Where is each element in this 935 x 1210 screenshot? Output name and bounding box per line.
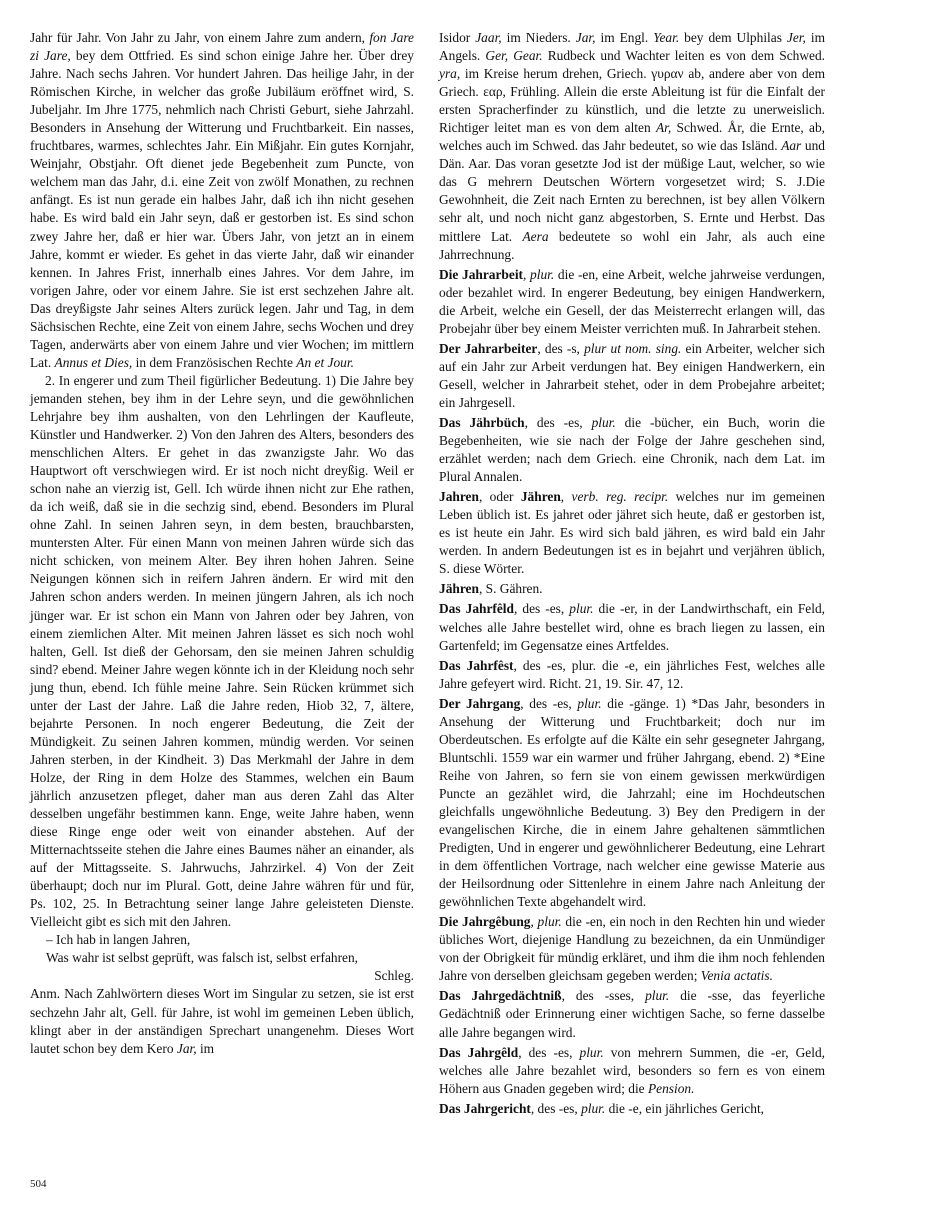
text-run: bey dem Ulphilas — [679, 30, 787, 45]
headword: Jähren — [439, 581, 479, 597]
text-run: , des -s, — [537, 340, 585, 356]
text-run: die -e, ein jährliches Gericht, — [605, 1100, 765, 1116]
text-run: bey dem Ottfried. Es sind schon einige Jahre her. Über drey Jahre. Nach sechs Jahren. Vor hundert Jahren. Das heilige Jahr, in der Römischen Kirche, in welcher das große Jubiläum eröffnet wird, S. Jubeljahr. Im Jhre 1775, nehmlich nach Christi Geburt, siehe Jahrzahl. Besonders in Ansehung der Witterung und Fruchtbarkeit. Ein nasses, fruchtbares, warmes, schlechtes Jahr. Ein Mißjahr. Ein gutes Kornjahr, Weinjahr, Obstjahr. Oft dienet jede Begebenheit zum Puncte, von welchem man das Jahr, d.i. eine Zeit von zwölf Monathen, zu rechnen anfängt. Es ist nun gerade ein halbes Jahr, daß ich ihn nicht gesehen habe. Es wird bald ein Jahr seyn, daß er gestorben ist. Es sind schon zwey Jahre her, daß er hier war. Übers Jahr, von jetzt an in einem Jahre, kommt er wieder. Es gehet in das vierte Jahr, daß wir einander kennen. In Jahres Frist, innerhalb eines Jahres. Vor dem Jahre, im vorigen Jahre, oder vor einem Jahre. Sie ist erst sechzehen Jahre alt. Das dreyßigste Jahr seines Alters zurück legen. Jahr und Tag, in dem Sächsischen Rechte, eine Zeit von einem Jahre, sechs Wochen und drey Tagen, anderwärts aber von einem Jahre und vier Wochen; im mittlern Lat. — [30, 48, 414, 370]
italic-term: Jaar, — [475, 30, 502, 45]
verse-source: Schleg. — [374, 968, 414, 984]
dictionary-entry — [439, 488, 825, 578]
entry-list — [439, 266, 825, 1118]
text-run: die -en, ein noch in den Rechten hin und wieder übliches Wort, diejenige Handlung zu bezeichnen, da ein Unmündiger von der Obrigkeit für mündig erkläret, und ihm die ihm noch fehlenden Jahre von derselben gleichsam gegeben werden; — [439, 914, 826, 984]
headword: Das Jahrfêld — [439, 601, 514, 617]
text-run: 2. In engerer und zum Theil figürlicher Bedeutung. 1) Die Jahre bey jemanden stehen, bey ihm in der Lehre seyn, und die gewöhnlichen Lehrjahre bey ihm aushalten, von den Lehrlingen der Kaufleute, Künstler und Handwerker. 2) Von den Jahren des Alters, besonders des menschlichen Alters. Er gehet in das zwanzigste Jahr. Wo das Hauptwort oft verschwiegen wird. Er ist noch nicht dreyßig. Weil er schon nahe an vierzig ist, Gell. Ich würde ihnen nicht zur Ehe rathen, da ich weiß, daß sie in die sechzig sind, ebend. Besonders im Plural ohne Zahl. In seinen Jahren seyn, in dem besten, brauchbarsten, muntersten Alter. Für einen Mann von meinen Jahren würde sich das nicht schicken, von meinem Alter. Bey ihren hohen Jahren. Seine Neigungen können sich in reifern Jahren ändern. Er wird mit den Jahren schon anders werden. In meinen jüngern Jahren, als ich noch jünger war. Er ist schon ein Mann von Jahren oder bey Jahren, von einem ziemlichen Alter. Mit meinen Jahren lässet es sich noch wohl halten, Gell. Ist dieß der Gehorsam, den sie meinen Jahren schuldig sind? ebend. Meiner Jahre wegen könnte ich in der Kleidung noch sehr jung thun, ebend. Ich fühle meine Jahre. Sein Rücken krümmet sich unter der Last der Jahre. Laß die Jahre reden, Hiob 32, 7, ältere, bejahrte Personen. In noch engerer Bedeutung, die Zeit der Mündigkeit. Zu seinen Jahren kommen, mündig werden. Vor seinen Jahren sterben, in der Kindheit. 3) Das Merkmahl der Jahre in dem Holze, der Ring in dem Holze des Stammes, welchen ein Baum jährlich anzusetzen pfleget, daher man aus deren Zahl das Alter desselben ungefähr bestimmen kann. Enge, weite Jahre haben, wenn diese Ringe enge oder weit von einander abstehen. Auf der Mitternachtsseite stehen die Jahre eines Baumes näher an einander, als auf der Mittagsseite. S. Jahrwuchs, Jahrzirkel. 4) Von der Zeit überhaupt; doch nur im Plural. Gott, deine Jahre währen für und für, Ps. 102, 25. In Betrachtung seiner lange Jahre geleisteten Dienste. Vielleicht gibt es sich mit den Jahren. — [30, 372, 414, 930]
headword: Der Jahrarbeiter — [439, 340, 538, 356]
text-run: welches nur im gemeinen Leben üblich ist. Es jahret oder jähret sich heute, daß er gestorben ist, es ist heute ein Jahr. Es wird sich bald jähren, es wird bald ein Jahr werden. In andern Bedeutungen ist es in bejahrt und verjähren üblich, S. diese Wörter. — [439, 489, 825, 577]
text-run: , — [523, 266, 531, 282]
text-run: die -gänge. 1) *Das Jahr, besonders in Ansehung der Witterung und Fruchtbarkeit; doch nur im Oberdeutschen. Es erfolgte auf die Kälte ein sehr gesegneter Jahrgang, Bluntschli. 1559 war ein warmer und früher Jahrgang, ebend. 2) *Eine Reihe von Jahren, so fern sie von einem gewissen merkwürdigen Puncte an gezählet wird, die Jahrzahl; eine im Hochdeutschen gleichfalls ungewöhnliche Bedeutung. 3) Bey den Predigern in der evangelischen Kirche, die in einem Jahre gehaltenen sämmtlichen Predigten, Und in engerer und gewöhnlicherer Bedeutung, eine Lehrart in dem öffentlichen Vortrage, nach welcher eine gewisse Materie aus der Heilsordnung oder Sittenlehre in einem Jahre nach Anleitung der gewöhnlichen Texte abgehandelt wird. — [439, 695, 825, 910]
headword: Das Jahrgêld — [439, 1044, 519, 1060]
italic-term: plur ut nom. sing. — [584, 340, 682, 356]
dictionary-entry — [439, 913, 825, 985]
text-run: im Angels. — [439, 30, 826, 64]
italic-term: Aera — [522, 228, 549, 244]
paragraph-figurative-meaning — [30, 372, 414, 931]
paragraph-annotation — [30, 985, 414, 1057]
text-run: im Kreise herum drehen, Griech. γυραν ab, andere aber von dem Griech. εαρ, Frühling. Allein die erste Ableitung ist für die Einfalt der ersten Spracherfinder zu künstlich, und die letzte zu unerweislich. Richtiger leitet man es von dem alten — [439, 66, 825, 136]
text-run: Jahr für Jahr. Von Jahr zu Jahr, von einem Jahre zum andern, — [30, 30, 370, 45]
italic-term: plur. — [577, 695, 602, 711]
text-run: die -bücher, ein Buch, worin die Begebenheiten, wie sie nach der Folge der Jahre geschehen sind, erzählet werden; nach dem Griech. eine Chronik, nach dem Lat. im Plural Annalen. — [439, 414, 825, 485]
italic-term: yra, — [439, 66, 461, 82]
text-run: Schwed. År, die Ernte, ab, welches auch im Schwed. das Jahr bedeutet, so wie das Isländ. — [439, 120, 825, 154]
italic-term: plur. — [645, 988, 670, 1004]
verse-line: – Ich hab in langen Jahren, — [46, 932, 191, 948]
text-run: , — [530, 914, 538, 930]
headword: Das Jahrgericht — [439, 1100, 531, 1116]
text-run: , oder — [478, 489, 521, 505]
text-run: und Dän. Aar. Das voran gesetzte Jod ist der müßige Laut, welcher, so wie das G mehrern Deutschen Wörtern vorgesetzet wird; S. J.Die Gewohnheit, die Zeit nach Ernten zu berechnen, ist bey allen Völkern sehr alt, und noch nicht ganz abgestorben, S. Ernte und Herbst. Das mittlere Lat. — [439, 138, 825, 244]
text-run: im — [196, 1040, 215, 1056]
italic-term: Jar, — [575, 30, 596, 45]
text-run: von mehrern Summen, die -er, Geld, welches alle Jahre bezahlet wird, besonders so fern es von einem Höhern aus Gnaden gegeben wird; die — [439, 1044, 826, 1096]
headword: Die Jahrarbeit — [439, 266, 524, 282]
text-run: Isidor — [439, 30, 476, 45]
text-run: , des -es, — [518, 1044, 580, 1060]
verse-line: Was wahr ist selbst geprüft, was falsch ist, selbst erfahren, — [46, 950, 359, 966]
headword: Der Jahrgang — [439, 695, 521, 711]
headword: Jahren — [439, 489, 479, 505]
text-run: , des -es, — [530, 1100, 582, 1116]
italic-term: Aar — [781, 138, 802, 154]
text-run: Anm. Nach Zahlwörtern dieses Wort im Singular zu setzen, sie ist erst sechzehn Jahr alt, Gell. für Jahre, ist wohl im gemeinen Leben üblich, klingt aber in der anständigen Sprechart unangenehm. Dieses Wort lautet schon bey dem Kero — [30, 986, 414, 1056]
italic-term: Ar, — [655, 120, 672, 136]
paragraph-etymology — [439, 29, 825, 264]
text-run: , S. Gähren. — [478, 581, 543, 597]
dictionary-entry — [439, 266, 825, 338]
dictionary-entry — [439, 1100, 825, 1118]
italic-term: plur. — [569, 601, 594, 617]
italic-term: Year. — [653, 30, 680, 45]
italic-term: plur. — [537, 914, 562, 930]
italic-term: Pension. — [647, 1080, 695, 1096]
italic-term: Annus et Dies, — [54, 354, 133, 370]
italic-term: Venia actatis. — [700, 968, 773, 984]
text-run: im Nieders. — [501, 30, 576, 45]
headword: Das Jahrfêst — [439, 657, 514, 673]
italic-term: plur. — [530, 266, 555, 282]
text-run: , des -es, — [520, 695, 578, 711]
text-run: die -sse, das feyerliche Gedächtniß oder Erinnerung einer wichtigen Sache, so ferne dasselbe alle Jahre begangen wird. — [439, 988, 826, 1040]
italic-term: Jer, — [786, 30, 806, 45]
paragraph-jahr-usage — [30, 29, 414, 372]
dictionary-entry — [439, 600, 825, 654]
text-run: , des -es, — [513, 601, 570, 617]
right-column — [439, 29, 825, 1120]
dictionary-entry — [439, 414, 825, 486]
dictionary-entry — [439, 695, 825, 912]
text-run: , des -sses, — [561, 988, 646, 1004]
italic-term: An et Jour. — [296, 354, 354, 370]
italic-term: plur. — [579, 1044, 604, 1060]
dictionary-entry — [439, 1044, 825, 1098]
page-number: 504 — [30, 1178, 47, 1190]
headword: Das Jahrgedächtniß — [439, 988, 562, 1004]
italic-term: Jar, — [176, 1040, 197, 1056]
dictionary-entry — [439, 987, 825, 1041]
text-run: , des -es, — [524, 414, 592, 430]
text-run: die -er, in der Landwirthschaft, ein Feld, welches alle Jahre bestellet wird, ohne es brach liegen zu lassen, ein Gartenfeld; im Gegensatze eines Artfeldes. — [439, 601, 825, 653]
italic-term: plur. — [581, 1100, 606, 1116]
text-run: im Engl. — [595, 30, 654, 45]
left-column — [30, 29, 414, 1058]
headword: Das Jährbüch — [439, 414, 525, 430]
text-run: bedeutete so wohl ein Jahr, als auch eine Jahrrechnung. — [439, 228, 825, 262]
dictionary-entry — [439, 580, 825, 598]
italic-term: fon Jare zi Jare, — [30, 30, 415, 64]
text-run: in dem Französischen Rechte — [132, 354, 297, 370]
text-run: , — [560, 489, 572, 505]
text-run: , des -es, plur. die -e, ein jährliches Fest, welches alle Jahre gefeyert wird. Richt. 21, 19. Sir. 47, 12. — [439, 657, 825, 691]
headword: Die Jahrgêbung — [439, 914, 531, 930]
verse-quote — [30, 931, 414, 967]
italic-term: plur. — [591, 414, 616, 430]
text-run: ein Arbeiter, welcher sich auf ein Jahr zur Arbeit verdungen hat. Bey einigen Handwerkern, ein Gesell, welcher in Jahrarbeit stehet, oder in dem Probejahre arbeitet; ein Jahrgesell. — [439, 340, 825, 410]
dictionary-entry — [439, 340, 825, 412]
headword: Jähren — [520, 489, 561, 505]
dictionary-entry — [439, 657, 825, 693]
italic-term: Ger, Gear. — [485, 48, 543, 64]
text-run: die -en, eine Arbeit, welche jahrweise verdungen, oder bezahlet wird. In engerer Bedeutung, bey einigen Handwerkern, die Arbeit, welche ein Gesell, der das Meisterrecht erlangen will, das Probejahr über bey einem Meister verrichten muß. In Jahrarbeit stehen. — [439, 266, 826, 336]
text-run: Rudbeck und Wachter leiten es von dem Schwed. — [542, 48, 825, 64]
italic-term: verb. reg. recipr. — [571, 489, 669, 505]
